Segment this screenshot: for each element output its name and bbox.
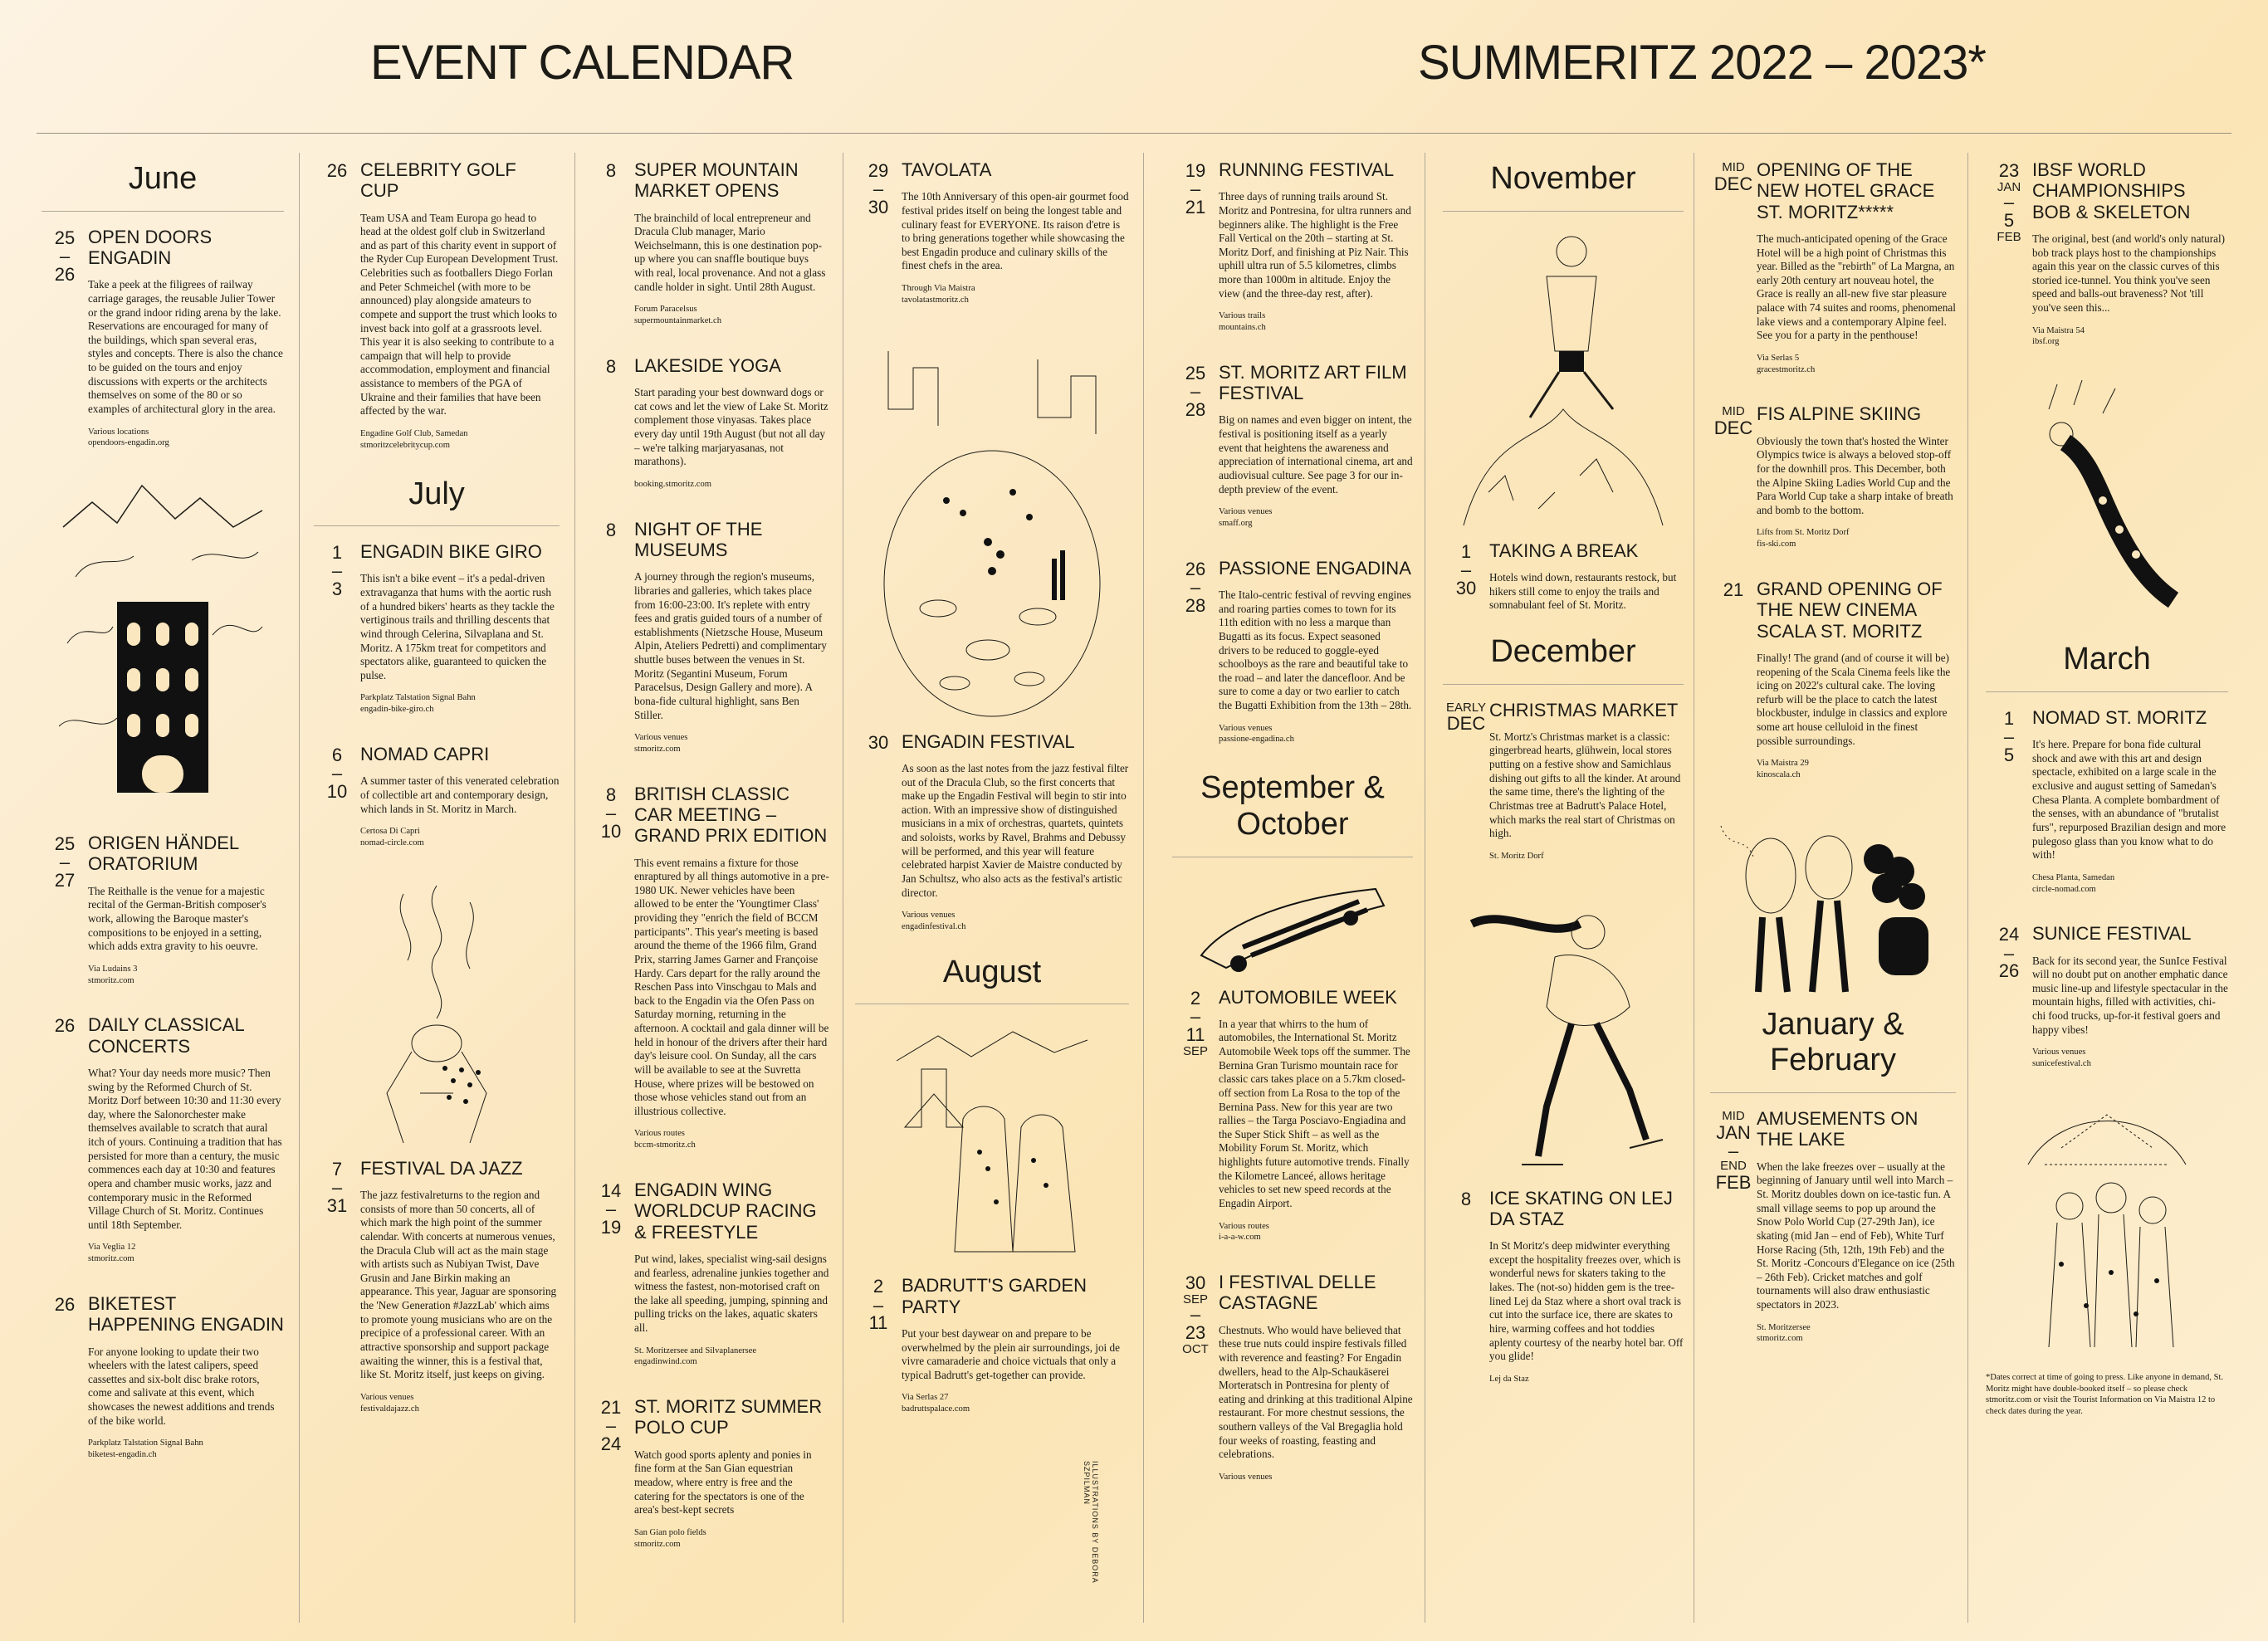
event-nomad: 1 – 5 NOMAD ST. MORITZ It's here. Prepare for bona fide cultural shock and awe with this art and design spectacle, exhibited on a large scale in the exclusive and august setting of Samedan's Chesa Planta. A complete bombardment of the senses, with an abundance of "brutalist furs", repurposed Brazilian design and more pulegoso glass than you know what to do with! Chesa Planta, Samedan circle-nomad.com bbox=[2003, 706, 2226, 894]
event-open-doors: 25 – 26 OPEN DOORS ENGADIN Take a peek at the filigrees of railway carriage garages, the reusable Julier Tower or the grand indoor riding arena by the lake. Reservations are encouraged for many of the buildings, which span several eras, styles and concepts. There is also the chance to be guided on the tours and enjoy discussions with experts or the architects themselves on some of the 80 or so examples of architectural glory in the area. Various locations opendoors-engadin.org bbox=[54, 226, 283, 448]
event-museums: 8 NIGHT OF THE MUSEUMS A journey through the region's museums, libraries and galleries, which takes place from 16:00-23:00. It's replete with entry fees and gratis guided tours of a number of establishments (Nietzsche House, Museum Alpin, Ateliers Pedretti) and complimentary shuttle buses between the venues in St. Moritz (Segantini Museum, Forum Paracelsus, Design Gallery and more). A bona-fide cultural highlight, sans Ben Stiller. Various venues stmoritz.com bbox=[605, 518, 827, 754]
event-castagne: 30 SEP – 23 OCT I FESTIVAL DELLE CASTAGNE Chestnuts. Who would have believed that these true nuts could inspire festivals filled with reverence and feasting? For Engadin dwellers, head to the Alp-Schaukäserei Morteratsch in Pontresina for plenty of eating and drinking at this traditional Alpine restaurant. For more chestnut sessions, the southern valleys of the Val Bregaglia hold four weeks of roasting, feasting and celebrations. Various venues bbox=[1182, 1272, 1413, 1482]
event-grace: MID DEC OPENING OF THE NEW HOTEL GRACE ST. MORITZ***** The much-anticipated opening of the Grace Hotel will be a high point of Christmas this year. Billed as the "rebirth" of La Margna, an early 20th century art nouveau hotel, the Grace is really an all-new five star pleasure palace with 74 suites and rooms, phenomenal lake views and a contemporary Alpine feel. See you for a party in the penthouse! Via Serlas 5 gracestmoritz.ch bbox=[1713, 159, 1956, 374]
event-mountain-market: 8 SUPER MOUNTAIN MARKET OPENS The brainchild of local entrepreneur and Dracula Club manager, Mario Weichselmann, this is one destination pop-up where you can snaffle boutique buys with real, local provenance. And not a glass candle holder in sight. Until 28th August. Forum Paracelsus supermountainmarket.ch bbox=[605, 159, 826, 326]
page-title-right: SUMMERITZ 2022 – 2023* bbox=[1418, 36, 1986, 90]
header-rule bbox=[37, 133, 2231, 134]
event-classic-car: 8 – 10 BRITISH CLASSIC CAR MEETING – GRAND PRIX EDITION This event remains a fixture for those enraptured by all things automotive in a pre-1980 UK. Newer vehicles have been allowed to be enter the 'Youngtimer Class' providing they "enrich the field of BCCM participants". This year's meeting is based around the theme of the 1966 film, Grand Prix, starring James Garner and Françoise Hardy. Cars depart for the rally around the Reschen Pass into Vinschgau to Mals and back to the Engadin via the Ofen Pass on Saturday morning, returning in the afternoon. A cocktail and gala dinner will be held in honour of the drivers after their hard day's leisure cool. On Sunday, all the cars will be available to see at the Suvretta House, where prizes will be bestowed on those whose vehicles stand out from an illustrious collective. Various routes bccm-stmoritz.ch bbox=[600, 783, 829, 1150]
building-illustration bbox=[59, 477, 266, 826]
event-taking-break: 1 – 30 TAKING A BREAK Hotels wind down, restaurants restock, but hikers still come to enjoy the trails and somnabulant feel of St. Moritz. bbox=[1455, 540, 1677, 612]
event-engadin-festival: 30 ENGADIN FESTIVAL As soon as the last notes from the jazz festival filter out of the Dracula Club, so the first concerts that make up the Engadin Festival will begin to stir into action. With an impressive show of distinguished musicians in a mix of orchestras, quartets, quintets and soloists, works by Ravel, Brahms and Debussy will be performed, and this year will feature celebrated harpist Xavier de Maistre conducted by Jan Schultsz, who also acts as the festival's artistic director. Various venues engadinfestival.ch bbox=[868, 730, 1129, 931]
column-march bbox=[1986, 149, 2228, 1621]
event-ibsf: 23 JAN – 5 FEB IBSF WORLD CHAMPIONSHIPS BOB & SKELETON The original, best (and world's only natural) bob track plays host to the championships again this year on the classic curves of this storied ice-tunnel. You think you've seen speed and balls-out braveness? Not 'till you've seen this... Via Maistra 54 ibsf.org bbox=[1997, 159, 2225, 347]
column-august bbox=[855, 149, 1129, 1621]
festival-crowd-illustration bbox=[2011, 1098, 2202, 1364]
event-golf: 26 CELEBRITY GOLF CUP Team USA and Team Europa go head to head at the oldest golf club in Switzerland and as part of this charity event in support of the Ryder Cup European Development Trust. Celebrities such as footballers Diego Forlan and Peter Schmeichel (with more to be announced) play alongside amateurs to compete and support the trust which looks to invest back into golf at a grassroots level. This year it is also seeking to contribute to a campaign that will help to provide accommodation, employment and financial assistance to members of the PGA of Ukraine and their families that have been affected by the war. Engadine Golf Club, Samedan stmoritzcelebritycup.com bbox=[326, 159, 559, 450]
column-june bbox=[42, 149, 284, 1621]
month-july: July bbox=[314, 476, 560, 527]
event-ice-skating: 8 ICE SKATING ON LEJ DA STAZ In St Moritz's deep midwinter everything except the hospitality freezes over, which is wonderful news for skaters taking to the lakes. The (not-so) hidden gem is the tree-lined Lej da Staz where a short oval track is cut into the surface ice, there are skates to hire, warming coffees and hot toddies aplenty courtesy of the nearby hotel bar. Off you glide! Lej da Staz bbox=[1460, 1187, 1684, 1384]
event-yoga: 8 LAKESIDE YOGA Start parading your best downward dogs or cat cows and let the view of Lake St. Moritz complement those vinyasas. Takes place every day until 19th August (but not all day – we're talking marjaryasanas, not marathons). booking.stmoritz.com bbox=[605, 354, 829, 489]
column-divider bbox=[299, 153, 300, 1623]
feast-illustration bbox=[872, 335, 1112, 725]
event-badrutt: 2 – 11 BADRUTT'S GARDEN PARTY Put your best daywear on and prepare to be overwhelmed by the plein air surroundings, joi de vivre camaraderie and choice victuals that only a typical Badrutt's get-together can provide. Via Serlas 27 badruttspalace.com bbox=[868, 1275, 1120, 1414]
column-july-2 bbox=[588, 149, 830, 1621]
page-title-left: EVENT CALENDAR bbox=[370, 36, 794, 90]
event-wing: 14 – 19 ENGADIN WING WORLDCUP RACING & FREESTYLE Put wind, lakes, specialist wing-sail designs and fearless, adrenaline junkies together and witness the fastest, non-motorised craft on the lake all speeding, jumping, spinning and pulling tricks on the lakes, aquatic skaters all. St. Moritzersee and Silvaplanersee engadinwind.com bbox=[600, 1179, 829, 1367]
month-august: August bbox=[855, 955, 1129, 1005]
month-sep-oct: September & October bbox=[1172, 770, 1413, 857]
event-amusements: MID JAN – END FEB AMUSEMENTS ON THE LAKE When the lake freezes over – usually at the beginning of January until well into March – St. Moritz doubles down on ice-tastic fun. A small village seems to pop up around the Snow Polo World Cup (27-29th Jan), ice skating (mid Jan – end of Feb), White Turf Horse Racing (5th, 12th, 19th Feb) and the St. Moritz -Concours d'Elegance on ice (25th – 26th Feb). Cricket matches and golf tournaments will also draw enthusiastic spectators in 2023. St. Moritzersee stmoritz.com bbox=[1715, 1108, 1955, 1344]
event-nomad-capri: 6 – 10 NOMAD CAPRI A summer taster of this venerated celebration of collectible art and contemporary design, which lands in St. Moritz in March. Certosa Di Capri nomad-circle.com bbox=[326, 744, 560, 847]
column-dec-feb bbox=[1710, 149, 1956, 1621]
audience-illustration bbox=[1713, 809, 1953, 1000]
column-divider bbox=[1967, 153, 1968, 1623]
event-bike-giro: 1 – 3 ENGADIN BIKE GIRO This isn't a bike event – it's a pedal-driven extravaganza that hums with the aortic rush of a hundred bikers' hearts as they tackle the vertiginous trails and thrilling descents that wind through Celerina, Silvaplana and St. Moritz. A 175km treat for competitors and spectators alike, guaranteed to quicken the pulse. Parkplatz Talstation Signal Bahn engadin-bike-giro.ch bbox=[331, 541, 555, 715]
musician-illustration bbox=[345, 877, 528, 1151]
column-nov-dec bbox=[1443, 149, 1684, 1621]
skater-illustration bbox=[1455, 891, 1671, 1181]
event-passione: 26 – 28 PASSIONE ENGADINA The Italo-centric festival of revving engines and roaring parties comes to town for its 11th edition with no less a marque than Bugatti as its focus. Expect seasoned drivers to be reduced to goggle-eyed schoolboys as the rare and beautiful take to the road – and later the dancefloor. And be sure to come a day or two earlier to catch the Bugatti Exhibition from the 13th – 28th. Various venues passione-engadina.ch bbox=[1185, 557, 1412, 745]
event-sunice: 24 – 26 SUNICE FESTIVAL Back for its second year, the SunIce Festival will no doubt put on another emphatic dance music line-up and lifestyle spectacular in the mountain highs, filled with activities, chi-chi food trucks, up-for-it festival goers and happy vibes! Various venues sunicefestival.ch bbox=[1998, 923, 2228, 1069]
footnote: *Dates correct at time of going to press. Like anyone in demand, St. Moritz might have double-booked itself – so please check stmoritz.com or visit the Tourist Information on Via Maistra 12 to check dates during the year. bbox=[1986, 1372, 2224, 1416]
event-polo: 21 – 24 ST. MORITZ SUMMER POLO CUP Watch good sports aplenty and ponies in fine form at the San Gian equestrian meadow, where entry is free and the catering for the spectators is one of the area's best-kept secrets San Gian polo fields stmoritz.com bbox=[600, 1396, 823, 1549]
event-film: 25 – 28 ST. MORITZ ART FILM FESTIVAL Big on names and even bigger on intent, the festival is positioning itself as a yearly event that heightens the awareness and appreciation of international cinema, art and audiovisual culture. See page 3 for our in-depth preview of the event. Various venues smaff.org bbox=[1185, 361, 1413, 528]
column-divider bbox=[574, 153, 575, 1623]
garden-party-illustration bbox=[888, 1019, 1096, 1268]
column-sep-oct bbox=[1172, 149, 1413, 1621]
month-june: June bbox=[42, 161, 284, 212]
event-fis: MID DEC FIS ALPINE SKIING Obviously the town that's hosted the Winter Olympics twice is always a beloved stop-off for the downhill pros. This December, both the Alpine Skiing Ladies World Cup and the Para World Cup take a sharp intake of breath and bomb to the bottom. Lifts from St. Moritz Dorf fis-ski.com bbox=[1713, 403, 1953, 549]
event-running: 19 – 21 RUNNING FESTIVAL Three days of running trails around St. Moritz and Pontresina, for ultra runners and beginners alike. The highlight is the Free Fall Vertical on the 20th – starting at St. Moritz Dorf, and finishing at Piz Nair. This uphill ultra run of 5.5 kilometres, climbs more than 1000m in altitude. Enjoy the view (and the three-day rest, after). Various trails mountains.ch bbox=[1185, 159, 1411, 333]
event-tavolata: 29 – 30 TAVOLATA The 10th Anniversary of this open-air gourmet food festival prides itself on being the longest table and culinary feast for EVERYONE. Its raison d'etre is to bring generations together while showcasing the best Engadin produce and culinary skills of the finest chefs in the area. Through Via Maistra tavolatastmoritz.ch bbox=[868, 159, 1129, 305]
event-origen: 25 – 27 ORIGEN HÄNDEL ORATORIUM The Reithalle is the venue for a majestic recital of the German-British composer's work, allowing the Baroque master's compositions to be enjoyed in a setting, which adds extra gravity to his oeuvre. Via Ludains 3 stmoritz.com bbox=[54, 833, 266, 985]
event-christmas: EARLY DEC CHRISTMAS MARKET St. Mortz's Christmas market is a classic: gingerbread hearts, glühwein, local stores putting on a festive show and Samichlaus dishing out gifts to all the kinder. At around the same time, there's the lighting of the Christmas tree at Badrutt's Palace Hotel, which marks the real start of Christmas on high. St. Moritz Dorf bbox=[1445, 699, 1681, 861]
month-december: December bbox=[1443, 634, 1684, 685]
race-car-illustration bbox=[1193, 872, 1392, 980]
month-jan-feb: January & February bbox=[1710, 1007, 1956, 1093]
event-jazz: 7 – 31 FESTIVAL DA JAZZ The jazz festivalreturns to the region and consists of more than 50 concerts, all of which mark the high point of the summer calendar. With concerts at numerous venues, the Dracula Club will act as the main stage with artists such as Nubiyan Twist, Dave Grusin and Jane Birkin making an appearance. This year, Jaguar are sponsoring the 'New Generation #JazzLab' which aims to promote young musicians who are on the precipice of a professional career. With an attractive sponsorship and support package awaiting the winner, this is a festival that, like St. Moritz itself, just keeps on giving. Various venues festivaldajazz.ch bbox=[326, 1157, 557, 1414]
event-daily-classical: 26 DAILY CLASSICAL CONCERTS What? Your day needs more music? Then swing by the Reformed Church of St. Moritz Dorf between 10:30 and 11:30 every day, where the Salonorchester make themselves available to scratch that aural itch of yours. Continuing a tradition that has persisted for more than a century, the music commences each day at 10:30 and features opera and chamber music works, jazz and contemporary music in the Reformed Village Church of St. Moritz. Continues until 18th September. Via Veglia 12 stmoritz.com bbox=[54, 1014, 282, 1264]
illustration-credit: ILLUSTRATIONS BY DEBORA SZPILMAN bbox=[1083, 1461, 1099, 1584]
event-biketest: 26 BIKETEST HAPPENING ENGADIN For anyone looking to update their two wheelers with the latest calipers, speed cassettes and six-bolt disc brake rotors, come and salivate at this event, which showcases the newest additions and trends of the bike world. Parkplatz Talstation Signal Bahn biketest-engadin.ch bbox=[54, 1292, 284, 1460]
skeleton-rider-illustration bbox=[2024, 376, 2190, 625]
month-march: March bbox=[1986, 642, 2228, 692]
month-november: November bbox=[1443, 161, 1684, 212]
hiker-illustration bbox=[1455, 227, 1671, 534]
event-automobile: 2 – 11 SEP AUTOMOBILE WEEK In a year that whirrs to the hum of automobiles, the International St. Moritz Automobile Week tops off the summer. The Bernina Gran Turismo mountain race for classic cars takes place on a 5.7km closed-off section from La Rosa to the top of the Bernina Pass. New for this year are two rallies – the Targa Posciavo-Engiadina and the Super Stick Shift – as well as the Mobility Forum St. Moritz, which highlights future automotive trends. Finally the Kilometre Lanceé, allows heritage vehicles to set new speed records at the Engadin Airport. Various routes i-a-a-w.com bbox=[1182, 986, 1410, 1243]
column-divider bbox=[1143, 153, 1144, 1623]
event-cinema: 21 GRAND OPENING OF THE NEW CINEMA SCALA ST. MORITZ Finally! The grand (and of course it will be) reopening of the Scala Cinema feels like the icing on 2022's cultural cake. The loving refurb will be the place to catch the latest blockbuster, indulge in classics and explore some art house celluloid in the finest possible surroundings. Via Maistra 29 kinoscala.ch bbox=[1723, 579, 1951, 780]
column-july bbox=[314, 149, 560, 1621]
